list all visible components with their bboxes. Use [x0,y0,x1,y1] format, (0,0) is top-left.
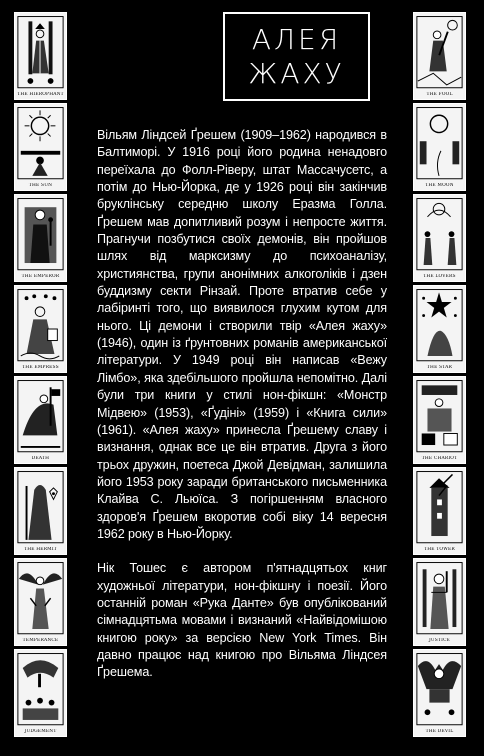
tarot-card-lovers [413,194,466,282]
book-title-box [223,12,370,101]
temperance-icon [15,559,66,645]
justice-icon [414,559,465,645]
judgement-icon [15,650,66,736]
right-tarot-strip [413,12,466,737]
card-caption: THE FOOL [426,92,453,97]
tarot-card-empress [14,285,67,373]
card-caption: THE HIEROPHANT [17,92,64,97]
card-caption: THE TOWER [424,547,455,552]
card-caption: THE CHARIOT [421,456,458,461]
tarot-card-temperance [14,558,67,646]
star-icon [414,286,465,372]
introduction-author-paragraph: Нік Тошес є автором п'ятнадцятьох книг художньої літератури, нон-фікшну і поезії. Його останній роман «Рука Данте» був опублікований сімнадцятьма мовами і визнаний «Найвідомішою книгою року» за версією New York Times. Він давно працює над книгою про Вільяма Ліндсея Ґрешема. [97,561,387,680]
book-title-line-2: ЖАХУ [248,56,345,90]
tarot-card-tower [413,467,466,555]
card-caption: DEATH [31,456,50,461]
lovers-icon [414,195,465,281]
sun-icon [15,104,66,190]
card-caption: THE HERMIT [24,547,57,552]
hierophant-icon [15,13,66,99]
book-title-line-1: АЛЕЯ [251,22,342,56]
tarot-card-judgement [14,649,67,737]
devil-icon [414,650,465,736]
card-caption: THE EMPEROR [21,274,60,279]
emperor-icon [15,195,66,281]
card-caption: THE LOVERS [423,274,456,279]
tarot-card-justice [413,558,466,646]
card-caption: THE STAR [426,365,453,370]
hermit-icon [15,468,66,554]
card-caption: THE MOON [425,183,454,188]
moon-icon [414,104,465,190]
tarot-card-sun [14,103,67,191]
author-bio-paragraph: Вільям Ліндсей Ґрешем (1909–1962) народився в Балтиморі. У 1916 році його родина ненадовго переїхала до Фолл-Ріверу, штат Массачусетс, а потім до Нью-Йорка, де у 1926 році він закінчив бруклінську середню школу Еразма Голла. Ґрешем мав допитливий розум і непросте життя. Прагнучи позбутися своїх демонів, він пройшов шлях від марксизму до психоаналізу, християнства, групи анонімних алкоголіків і дзен буддизму секти Рінзай. Проте втратив себе у лабіринті того, що виявилося глухим кутом для нього. Ці демони і створили твір «Алея жаху» (1946), один із ґрунтовних романів американської літератури. У 1949 році він написав «Вежу Лімбо», яка здебільшого пройшла непомітно. Далі були три книги у стилі нон-фікшн: «Монстр Мідвею» (1953), «Ґудіні» (1959) і «Книга сили» (1961). «Алея жаху» принесла Ґрешему славу і визнання, однак все це він втратив. Друга з його трьох дружин, поетеса Джой Девідман, залишила його 1953 року заради британського письменника Клайва С. Льюїса. З погіршенням власного здоров'я Ґрешем вкоротив собі віку 14 вересня 1962 року в Нью-Йорку. [97,128,387,541]
death-icon [15,377,66,463]
card-caption: JUDGEMENT [24,729,57,734]
card-caption: THE EMPRESS [22,365,59,370]
fool-icon [414,13,465,99]
tarot-card-star [413,285,466,373]
card-caption: THE SUN [28,183,53,188]
tower-icon [414,468,465,554]
chariot-icon [414,377,465,463]
tarot-card-emperor [14,194,67,282]
tarot-card-moon [413,103,466,191]
tarot-card-fool [413,12,466,100]
tarot-card-hermit [14,467,67,555]
card-caption: THE DEVIL [425,729,454,734]
tarot-card-devil [413,649,466,737]
tarot-card-chariot [413,376,466,464]
card-caption: TEMPERANCE [22,638,59,643]
back-cover-text [97,127,387,682]
card-caption: JUSTICE [428,638,451,643]
empress-icon [15,286,66,372]
left-tarot-strip [14,12,67,737]
tarot-card-hierophant [14,12,67,100]
tarot-card-death [14,376,67,464]
